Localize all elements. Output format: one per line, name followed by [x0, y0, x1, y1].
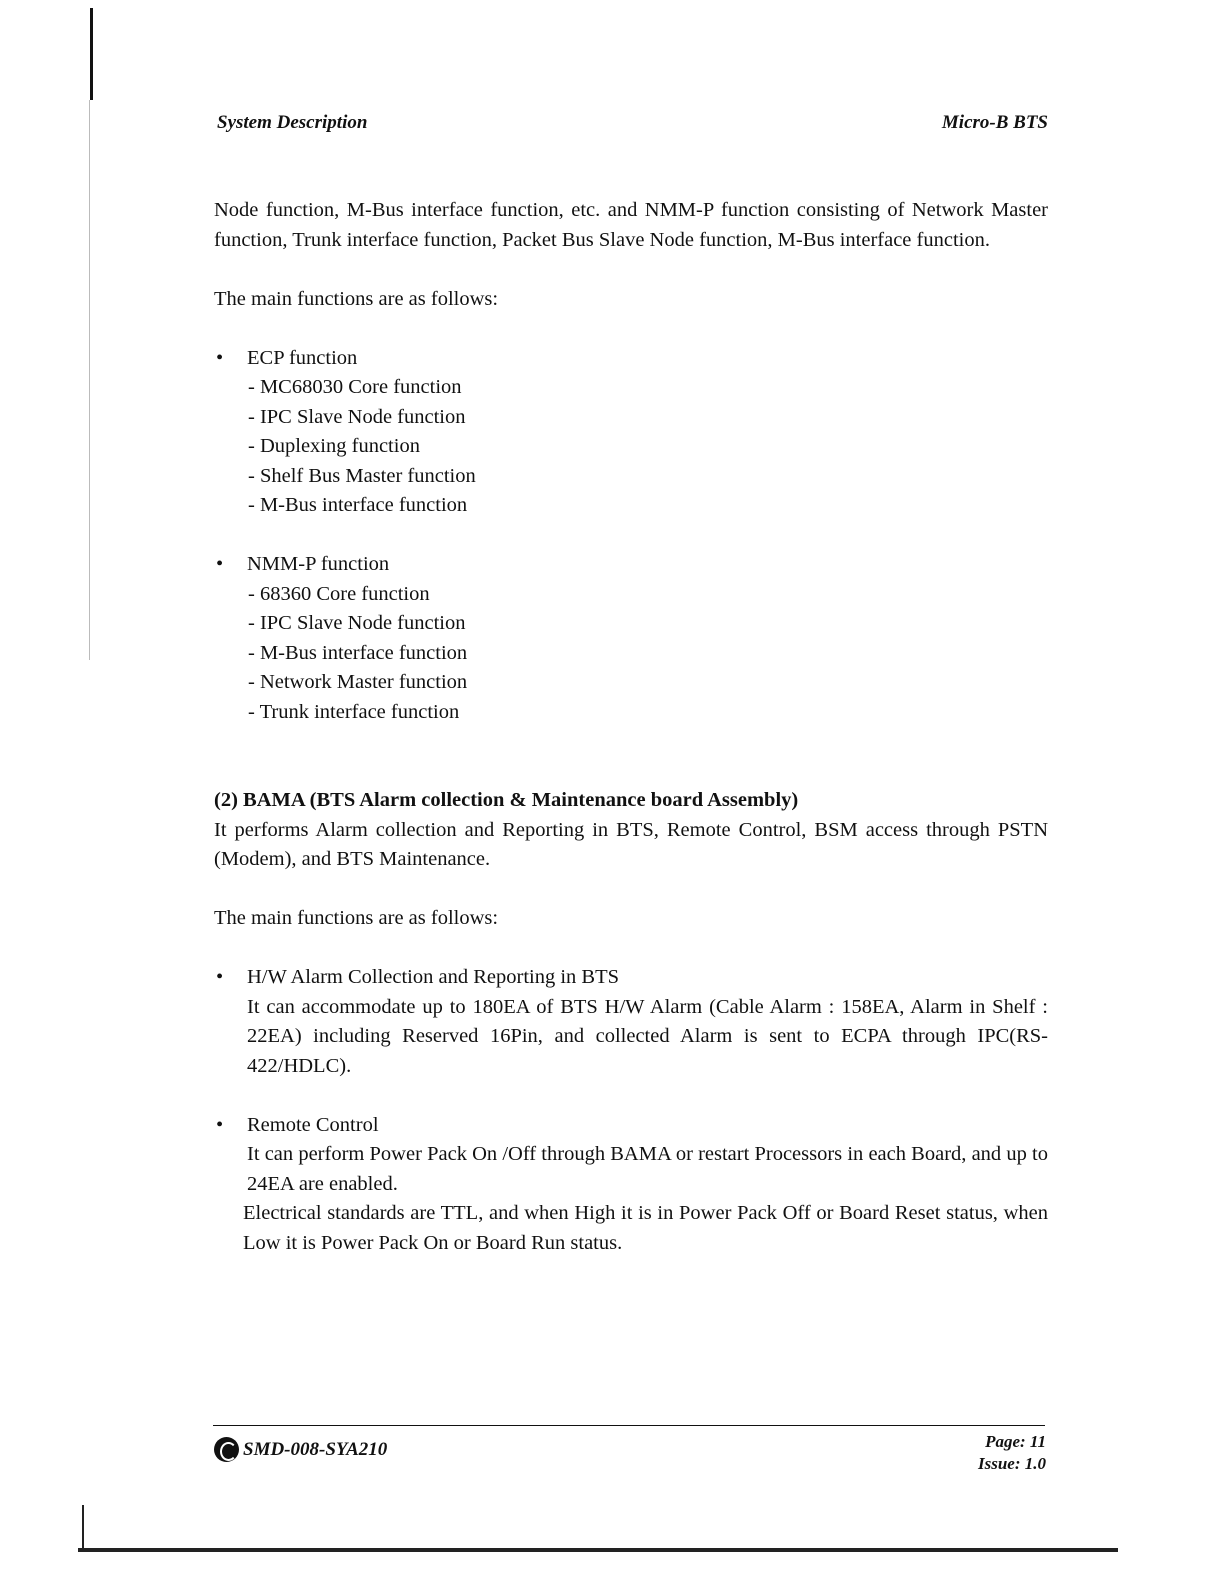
scan-edge-mark: [90, 8, 93, 100]
page-number: Page: 11: [985, 1432, 1046, 1451]
list-item: - IPC Slave Node function: [248, 405, 466, 428]
bama-function-list: [214, 963, 1048, 1258]
ecp-sublist: [247, 373, 1048, 521]
scan-bottom-edge: [78, 1548, 1118, 1552]
list-item-remote-control: [214, 1111, 1048, 1259]
list-item: - M-Bus interface function: [248, 641, 468, 664]
remote-control-text: It can perform Power Pack On /Off through BAMA or restart Processors in each Board, and up to 24EA are enabled.: [247, 1143, 1048, 1195]
footer-divider: [213, 1425, 1045, 1426]
document-id: SMD-008-SYA210: [243, 1438, 388, 1460]
bama-main-functions-intro: The main functions are as follows:: [214, 907, 499, 929]
list-item: - IPC Slave Node function: [248, 612, 466, 634]
page-body: [214, 196, 1048, 1258]
list-item: - Duplexing function: [248, 435, 420, 457]
lg-logo-icon: [214, 1437, 239, 1462]
list-item: - Network Master function: [248, 671, 468, 693]
function-list: [214, 344, 1048, 728]
intro-paragraph: Node function, M-Bus interface function, etc. and NMM-P function consisting of Network Master function, Trunk interface function, Packet Bus Slave Node function, M-Bus interface function.: [214, 199, 1048, 251]
issue-number: Issue: 1.0: [977, 1454, 1046, 1473]
header-product-name: Micro-B BTS: [941, 112, 1048, 133]
list-item: - Shelf Bus Master function: [248, 464, 476, 487]
nmm-title: • NMM-P function: [247, 553, 390, 575]
bama-heading: (2) BAMA (BTS Alarm collection & Maintenance board Assembly): [214, 789, 799, 811]
list-item: - MC68030 Core function: [248, 376, 462, 398]
footer-page-info: [978, 1431, 1046, 1475]
bama-description: It performs Alarm collection and Reporting in BTS, Remote Control, BSM access through PSTN (Modem), and BTS Maintenance.: [214, 818, 1048, 870]
footer-doc-info: [214, 1437, 387, 1462]
list-item-hw-alarm: [214, 963, 1048, 1111]
list-item: - M-Bus interface function: [248, 494, 468, 516]
scan-edge-mark: [89, 100, 90, 660]
list-item: - Trunk interface function: [248, 700, 460, 723]
list-item-nmm: [214, 550, 1048, 727]
scan-edge-mark: [82, 1505, 84, 1550]
hw-alarm-title: • H/W Alarm Collection and Reporting in BTS: [247, 966, 620, 988]
list-item-ecp: [214, 344, 1048, 551]
main-functions-intro: The main functions are as follows:: [214, 287, 499, 310]
list-item: - 68360 Core function: [248, 582, 430, 605]
header-section-title: System Description: [217, 112, 368, 133]
nmm-sublist: [247, 580, 1048, 728]
ecp-title: • ECP function: [247, 346, 358, 369]
remote-control-title: • Remote Control: [247, 1113, 379, 1136]
remote-control-note: Electrical standards are TTL, and when High it is in Power Pack Off or Board Reset status, when Low it is Power Pack On or Board Run status.: [243, 1202, 1048, 1254]
hw-alarm-text: It can accommodate up to 180EA of BTS H/W Alarm (Cable Alarm : 158EA, Alarm in Shelf : 22EA) including Reserved 16Pin, and collected Alarm is sent to ECPA through IPC(RS-422/HDLC).: [247, 995, 1048, 1077]
